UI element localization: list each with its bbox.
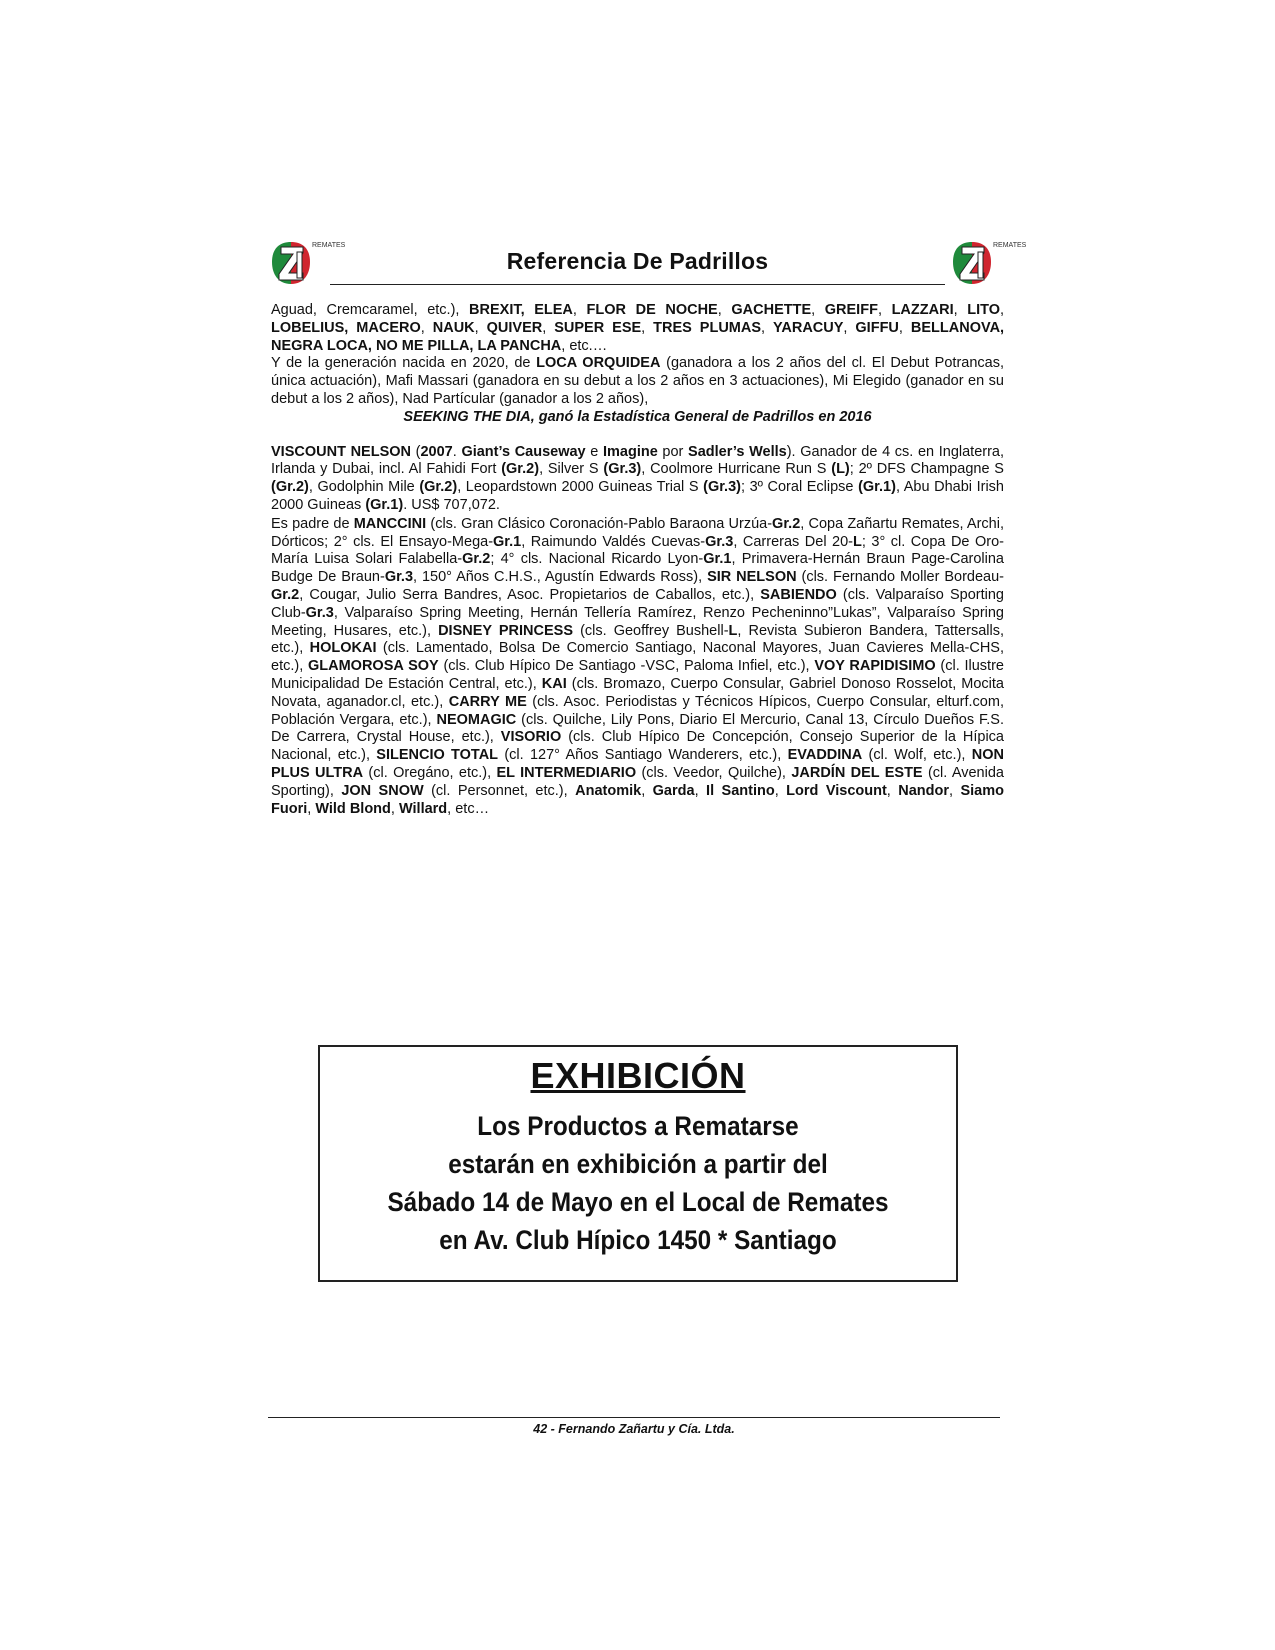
exhibition-line: estarán en exhibición a partir del [448, 1149, 828, 1179]
stallion-reference-text [271, 302, 1004, 818]
exhibition-line: en Av. Club Hípico 1450 * Santiago [439, 1225, 837, 1255]
page-title: Referencia De Padrillos [506, 248, 769, 274]
exhibition-line: Los Productos a Rematarse [477, 1111, 799, 1141]
page-footer: 42 - Fernando Zañartu y Cía. Ltda. [533, 1422, 735, 1436]
logo-letters: REMATES [312, 242, 346, 249]
offspring-list-paragraph: Aguad, Cremcaramel, etc.), BREXIT, ELEA, FLOR DE NOCHE, GACHETTE, GREIFF, LAZZARI, LITO, LOBELIUS, MACERO, NAUK, QUIVER, SUPER ESE, TRES PLUMAS, YARACUY, GIFFU, BELLANOVA, NEGRA LOCA, NO ME PILLA, LA PANCHA, etc.… [271, 302, 1005, 354]
zr-logo-icon [270, 240, 312, 286]
exhibition-notice [318, 1045, 958, 1282]
company-logo [270, 240, 346, 288]
exhibition-line: Sábado 14 de Mayo en el Local de Remates [387, 1187, 889, 1217]
logo-letters: REMATES [993, 242, 1027, 249]
zr-logo-icon [951, 240, 993, 286]
exhibition-title: EXHIBICIÓN [530, 1055, 746, 1096]
generation-2020-paragraph: Y de la generación nacida en 2020, de LOCA ORQUIDEA (ganadora a los 2 años del cl. El Debut Potrancas, única actuación), Mafi Massari (ganadora en su debut a los 2 años en 3 actuaciones), Mi Elegido (ganador en su debut a los 2 años), Nad Partícular (ganador a los 2 años), [271, 355, 1004, 407]
progeny-paragraph: Es padre de MANCCINI (cls. Gran Clásico Coronación-Pablo Baraona Urzúa-Gr.2, Copa Zañartu Remates, Archi, Dórticos; 2° cls. El Ensayo-Mega-Gr.1, Raimundo Valdés Cuevas-Gr.3, Carreras Del 20-L; 3° cl. Copa De Oro-María Luisa Solari Falabella-Gr.2; 4° cls. Nacional Ricardo Lyon-Gr.1, Primavera-Hernán Braun Page-Carolina Budge De Braun-Gr.3, 150° Años C.H.S., Agustín Edwards Ross), SIR NELSON (cls. Fernando Moller Bordeau-Gr.2, Cougar, Julio Serra Bandres, Asoc. Propietarios de Caballos, etc.), SABIENDO (cls. Valparaíso Sporting Club-Gr.3, Valparaíso Spring Meeting, Hernán Tellería Ramírez, Renzo Pecheninno”Lukas”, Valparaíso Spring Meeting, Husares, etc.), DISNEY PRINCESS (cls. Geoffrey Bushell-L, Revista Subieron Bandera, Tattersalls, etc.), HOLOKAI (cls. Lamentado, Bolsa De Comercio Santiago, Naconal Mayores, Juan Cavieres Mella-CHS, etc.), GLAMOROSA SOY (cls. Club Hípico De Santiago -VSC, Paloma Infiel, etc.), VOY RAPIDISIMO (cl. Ilustre Municipalidad De Estación Central, etc.), KAI (cls. Bromazo, Cuerpo Consular, Gabriel Donoso Rosselot, Mocita Novata, aganador.cl, etc.), CARRY ME (cls. Asoc. Periodistas y Técnicos Hípicos, Cuerpo Consular, elturf.com, Población Vergara, etc.), NEOMAGIC (cls. Quilche, Lily Pons, Diario El Mercurio, Canal 13, Círculo Dueños F.S. De Carrera, Crystal House, etc.), VISORIO (cls. Club Hípico De Concepción, Consejo Superior de la Hípica Nacional, etc.), SILENCIO TOTAL (cl. 127° Años Santiago Wanderers, etc.), EVADDINA (cl. Wolf, etc.), NON PLUS ULTRA (cl. Oregáno, etc.), EL INTERMEDIARIO (cls. Veedor, Quilche), JARDÍN DEL ESTE (cl. Avenida Sporting), JON SNOW (cl. Personnet, etc.), Anatomik, Garda, Il Santino, Lord Viscount, Nandor, Siamo Fuori, Wild Blond, Willard, etc… [271, 515, 1005, 817]
statistics-note: SEEKING THE DIA, ganó la Estadística General de Padrillos en 2016 [403, 408, 872, 425]
footer-divider [268, 1417, 1000, 1418]
viscount-nelson-paragraph: VISCOUNT NELSON (2007. Giant’s Causeway e Imagine por Sadler’s Wells). Ganador de 4 cs. en Inglaterra, Irlanda y Dubai, incl. Al Fahidi Fort (Gr.2), Silver S (Gr.3), Coolmore Hurricane Run S (L); 2º DFS Champagne S (Gr.2), Godolphin Mile (Gr.2), Leopardstown 2000 Guineas Trial S (Gr.3); 3º Coral Eclipse (Gr.1), Abu Dhabi Irish 2000 Guineas (Gr.1). US$ 707,072. [271, 443, 1005, 513]
header-divider [330, 284, 945, 285]
page-header [270, 240, 1027, 290]
company-logo-right [951, 240, 1027, 288]
